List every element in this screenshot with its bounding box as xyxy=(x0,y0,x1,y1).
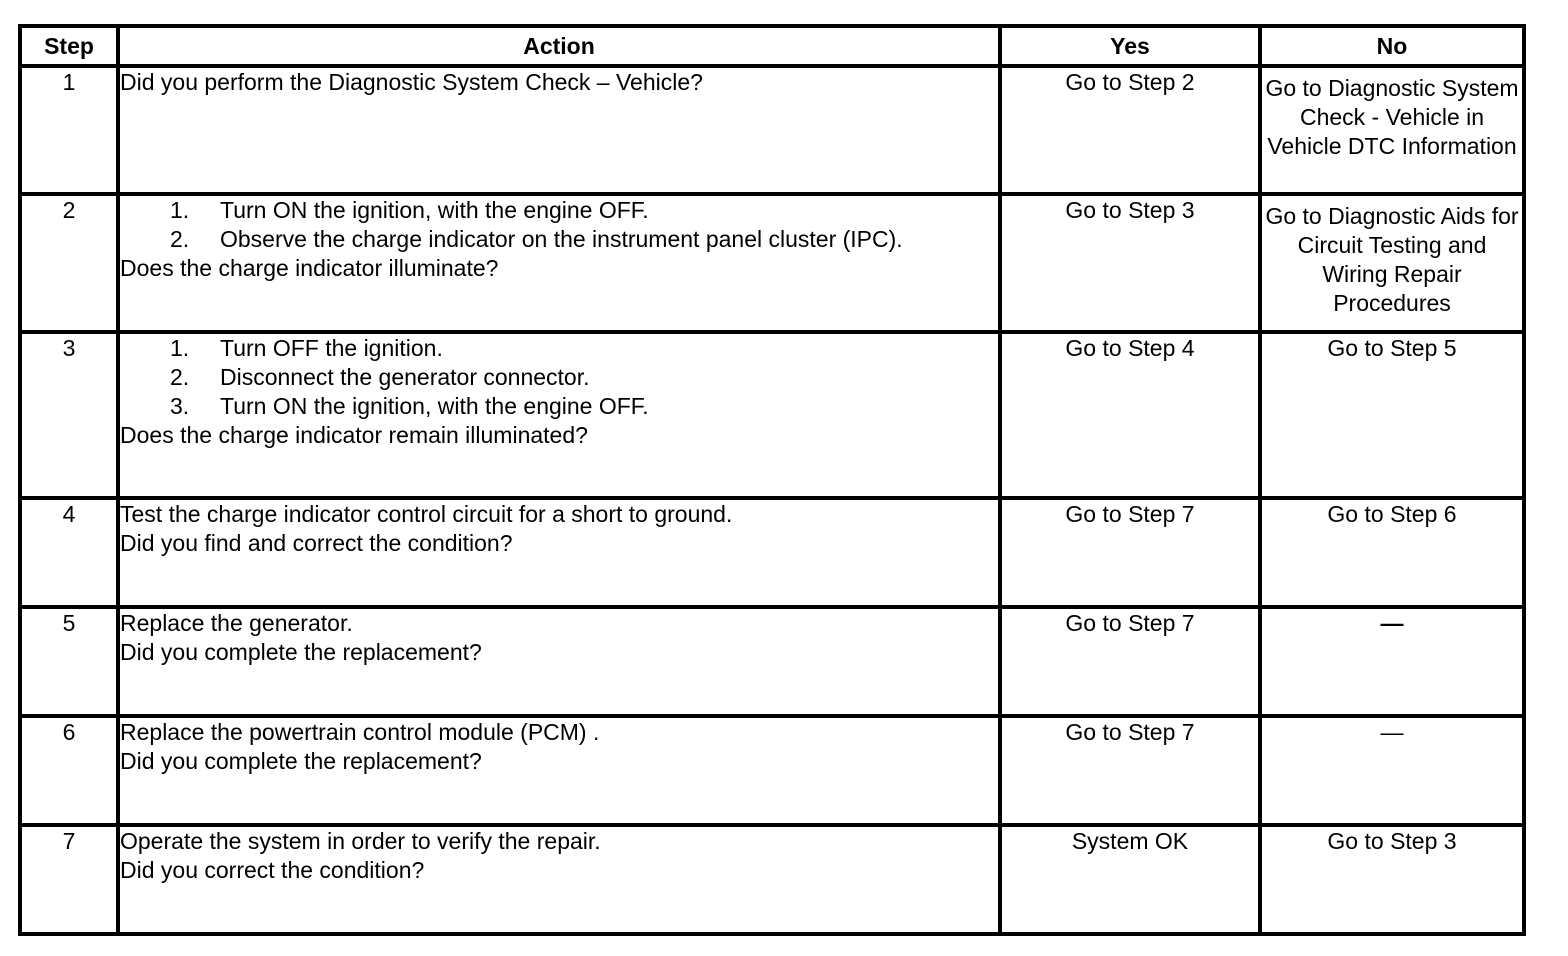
table-row xyxy=(20,332,1524,498)
no-cell: Go to Step 3 xyxy=(1260,825,1524,934)
no-cell: Go to Step 5 xyxy=(1260,332,1524,498)
no-cell: Go to Step 6 xyxy=(1260,498,1524,607)
no-cell: — xyxy=(1260,607,1524,716)
header-no: No xyxy=(1260,26,1524,66)
no-cell: Go to Diagnostic Aids for Circuit Testing and Wiring Repair Procedures xyxy=(1260,194,1524,332)
action-cell xyxy=(118,66,1000,194)
action-cell xyxy=(118,825,1000,934)
action-question: Did you correct the condition? xyxy=(120,857,425,883)
action-cell xyxy=(118,194,1000,332)
step-number: 5 xyxy=(20,607,118,716)
action-question: Does the charge indicator remain illuminated? xyxy=(120,422,588,448)
table-row xyxy=(20,825,1524,934)
yes-cell: Go to Step 2 xyxy=(1000,66,1260,194)
yes-cell: Go to Step 7 xyxy=(1000,716,1260,825)
yes-cell: Go to Step 3 xyxy=(1000,194,1260,332)
action-lead: Replace the powertrain control module (PCM) . xyxy=(120,719,600,745)
step-number: 7 xyxy=(20,825,118,934)
action-question: Did you perform the Diagnostic System Check – Vehicle? xyxy=(120,69,703,95)
table-row xyxy=(20,194,1524,332)
instruction-item: 2. Observe the charge indicator on the instrument panel cluster (IPC). xyxy=(170,226,903,252)
instruction-item: 1. Turn ON the ignition, with the engine OFF. xyxy=(170,197,649,223)
instruction-list xyxy=(120,334,998,421)
table-row xyxy=(20,498,1524,607)
action-lead: Operate the system in order to verify the repair. xyxy=(120,828,601,854)
step-number: 6 xyxy=(20,716,118,825)
step-number: 3 xyxy=(20,332,118,498)
action-lead: Test the charge indicator control circuit for a short to ground. xyxy=(120,501,733,527)
yes-cell: Go to Step 7 xyxy=(1000,607,1260,716)
action-question: Did you find and correct the condition? xyxy=(120,530,513,556)
instruction-item: 1. Turn OFF the ignition. xyxy=(170,335,443,361)
instruction-list xyxy=(120,196,998,254)
table-row xyxy=(20,607,1524,716)
step-number: 4 xyxy=(20,498,118,607)
header-action: Action xyxy=(118,26,1000,66)
table-row xyxy=(20,716,1524,825)
action-cell xyxy=(118,332,1000,498)
action-question: Did you complete the replacement? xyxy=(120,639,482,665)
action-cell xyxy=(118,498,1000,607)
yes-cell: System OK xyxy=(1000,825,1260,934)
action-question: Did you complete the replacement? xyxy=(120,748,482,774)
yes-cell: Go to Step 7 xyxy=(1000,498,1260,607)
table-row xyxy=(20,66,1524,194)
step-number: 2 xyxy=(20,194,118,332)
no-cell: Go to Diagnostic System Check - Vehicle in Vehicle DTC Information xyxy=(1260,66,1524,194)
instruction-item: 3. Turn ON the ignition, with the engine OFF. xyxy=(170,393,649,419)
diagnostic-table xyxy=(18,24,1526,936)
step-number: 1 xyxy=(20,66,118,194)
header-yes: Yes xyxy=(1000,26,1260,66)
yes-cell: Go to Step 4 xyxy=(1000,332,1260,498)
action-lead: Replace the generator. xyxy=(120,610,353,636)
action-cell xyxy=(118,716,1000,825)
no-cell: — xyxy=(1260,716,1524,825)
header-step: Step xyxy=(20,26,118,66)
action-cell xyxy=(118,607,1000,716)
instruction-item: 2. Disconnect the generator connector. xyxy=(170,364,590,390)
action-question: Does the charge indicator illuminate? xyxy=(120,255,499,281)
header-row xyxy=(20,26,1524,66)
